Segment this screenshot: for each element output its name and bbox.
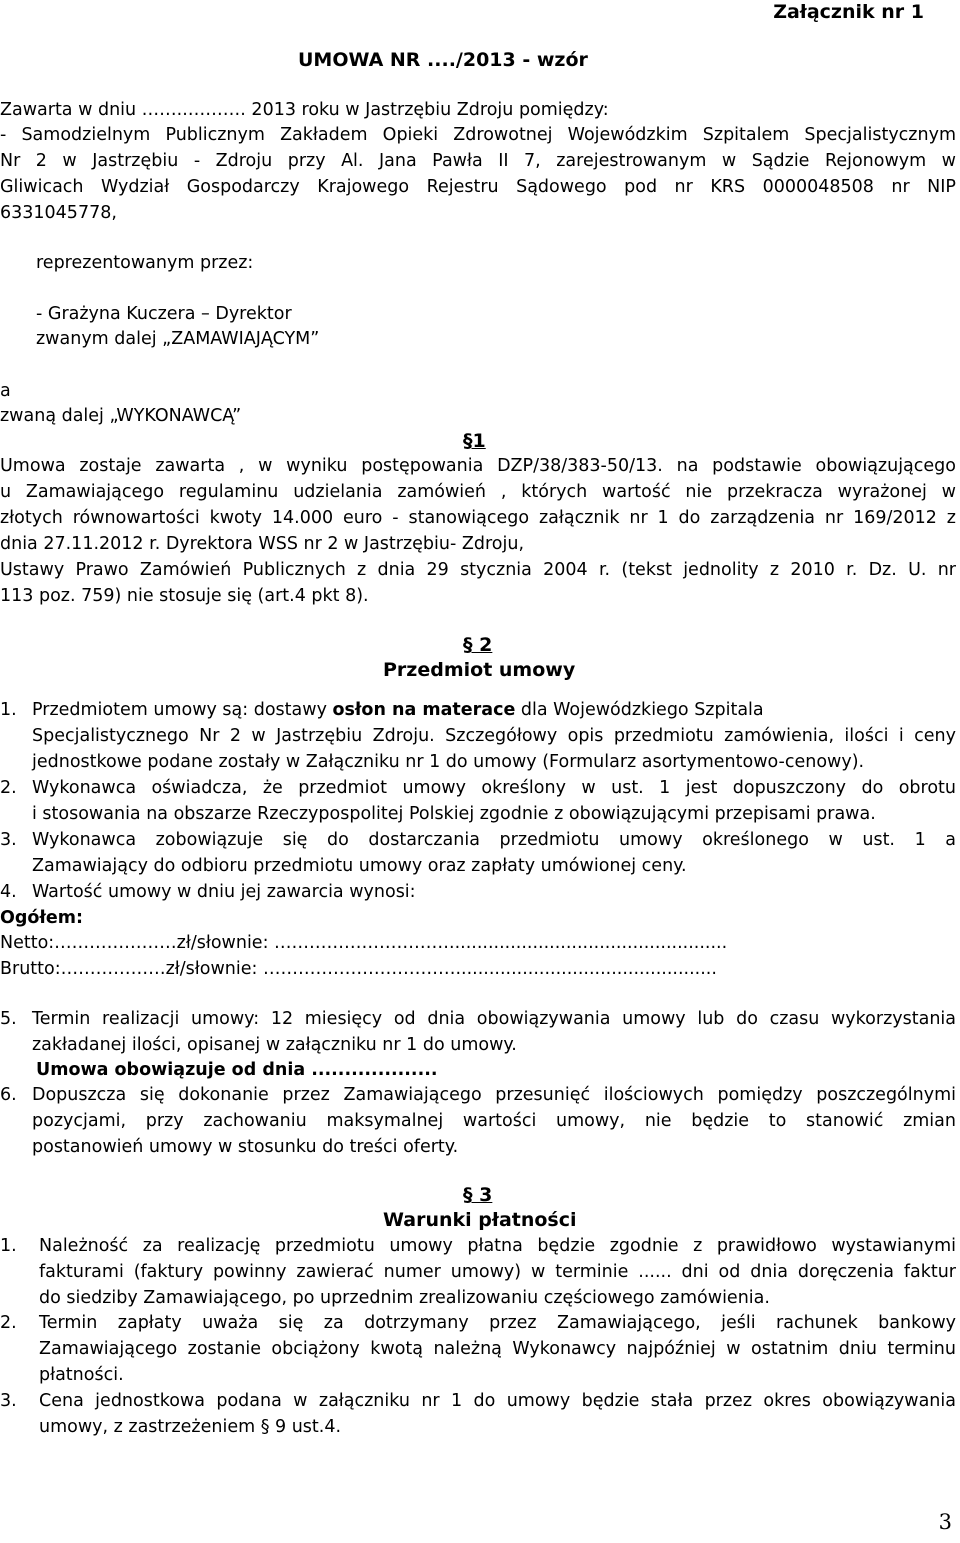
s3-p1-line-1: Należność za realizację przedmiotu umowy płatna będzie zgodnie z prawidłowo wystawianymi xyxy=(39,1236,956,1256)
s2-p3-line-1: Wykonawca zobowiązuje się do dostarczania przedmiotu umowy określonego w ust. 1 a xyxy=(32,830,956,850)
s3-p2-line-2: Zamawiającego zostanie obciążony kwotą należną Wykonawcy najpóźniej w ostatnim dniu terminu xyxy=(39,1339,956,1359)
section-1-mark: §1 xyxy=(463,430,486,452)
intro-line-3: Nr 2 w Jastrzębiu - Zdroju przy Al. Jana Pawła II 7, zarejestrowanym w Sądzie Rejonowym w xyxy=(0,151,956,171)
s1-line-1: Umowa zostaje zawarta , w wyniku postępowania DZP/38/383-50/13. na podstawie obowiązującego xyxy=(0,456,956,476)
contractor-designation: zwaną dalej „WYKONAWCĄ” xyxy=(0,406,242,426)
total-label: Ogółem: xyxy=(0,908,84,928)
contract-title: UMOWA NR ..../2013 - wzór xyxy=(298,49,588,71)
s1-line-4: dnia 27.11.2012 r. Dyrektora WSS nr 2 w Jastrzębiu- Zdroju, xyxy=(0,534,525,554)
s3-p1-number: 1. xyxy=(0,1236,17,1256)
s3-p3-number: 3. xyxy=(0,1391,17,1411)
s2-p4-number: 4. xyxy=(0,882,17,902)
intro-line-5: 6331045778, xyxy=(0,203,117,223)
director-line: - Grażyna Kuczera – Dyrektor xyxy=(36,304,292,324)
s1-line-6: 113 poz. 759) nie stosuje się (art.4 pkt 8). xyxy=(0,586,369,606)
s2-p5-number: 5. xyxy=(0,1009,17,1029)
net-value-line: Netto:…………………zł/słownie: ………………………….................................................. xyxy=(0,933,728,953)
s2-p1-number: 1. xyxy=(0,700,17,720)
s2-p1-line-3: jednostkowe podane zostały w Załączniku nr 1 do umowy (Formularz asortymentowo-cenowy). xyxy=(32,752,865,772)
s2-p5-line-2: zakładanej ilości, opisanej w załączniku nr 1 do umowy. xyxy=(32,1035,517,1055)
s3-p3-line-1: Cena jednostkowa podana w załączniku nr 1 do umowy będzie stała przez okres obowiązywania xyxy=(39,1391,956,1411)
gross-value-line: Brutto:………………zł/słownie: ……………………………............................................... xyxy=(0,959,717,979)
s2-p2-number: 2. xyxy=(0,778,17,798)
s2-p1-line-2: Specjalistycznego Nr 2 w Jastrzębiu Zdroju. Szczegółowy opis przedmiotu zamówienia, ilości i ceny xyxy=(32,726,956,746)
section-2-title: Przedmiot umowy xyxy=(383,659,576,681)
section-2-mark: § 2 xyxy=(463,634,493,656)
intro-line-2: - Samodzielnym Publicznym Zakładem Opieki Zdrowotnej Wojewódzkim Szpitalem Specjalistycznym xyxy=(0,125,956,145)
conjunction-a: a xyxy=(0,381,11,401)
s2-p5-line-1: Termin realizacji umowy: 12 miesięcy od dnia obowiązywania umowy lub do czasu wykorzystania xyxy=(32,1009,956,1029)
section-3-mark: § 3 xyxy=(463,1184,493,1206)
s2-p3-line-2: Zamawiający do odbioru przedmiotu umowy oraz zapłaty umówionej ceny. xyxy=(32,856,687,876)
s1-line-2: u Zamawiającego regulaminu udzielania zamówień , których wartość nie przekracza wyrażonej w xyxy=(0,482,956,502)
represented-label: reprezentowanym przez: xyxy=(36,253,254,273)
client-designation: zwanym dalej „ZAMAWIAJĄCYM” xyxy=(36,329,320,349)
s2-p6-number: 6. xyxy=(0,1085,17,1105)
subject-highlight: osłon na materace xyxy=(332,700,516,720)
s1-line-3: złotych równowartości kwoty 14.000 euro - stanowiącego załącznik nr 1 do zarządzenia nr 169/2012 z xyxy=(0,508,956,528)
s2-p6-line-3: postanowień umowy w stosunku do treści oferty. xyxy=(32,1137,459,1157)
s2-p6-line-1: Dopuszcza się dokonanie przez Zamawiającego przesunięć ilościowych pomiędzy poszczególnymi xyxy=(32,1085,956,1105)
page-number: 3 xyxy=(938,1510,952,1534)
intro-line-1: Zawarta w dniu ……..………. 2013 roku w Jastrzębiu Zdroju pomiędzy: xyxy=(0,100,609,120)
s3-p1-line-3: do siedziby Zamawiającego, po uprzednim zrealizowaniu częściowego zamówienia. xyxy=(39,1288,770,1308)
s3-p2-number: 2. xyxy=(0,1313,17,1333)
s2-p2-line-2: i stosowania na obszarze Rzeczypospolitej Polskiej zgodnie z obowiązującymi przepisami prawa. xyxy=(32,804,876,824)
section-3-title: Warunki płatności xyxy=(383,1209,577,1231)
contract-start-line: Umowa obowiązuje od dnia ................... xyxy=(36,1060,438,1080)
s2-p2-line-1: Wykonawca oświadcza, że przedmiot umowy określony w ust. 1 jest dopuszczony do obrotu xyxy=(32,778,956,798)
s3-p3-line-2: umowy, z zastrzeżeniem § 9 ust.4. xyxy=(39,1417,342,1437)
s3-p1-line-2: fakturami (faktury powinny zawierać numer umowy) w terminie ...... dni od dnia doręczenia faktur xyxy=(39,1262,956,1282)
s2-p1-line-1: Przedmiotem umowy są: dostawy osłon na materace dla Wojewódzkiego Szpitala xyxy=(32,700,764,720)
s3-p2-line-3: płatności. xyxy=(39,1365,124,1385)
s2-p6-line-2: pozycjami, przy zachowaniu maksymalnej wartości umowy, nie będzie to stanowić zmian xyxy=(32,1111,956,1131)
s1-line-5: Ustawy Prawo Zamówień Publicznych z dnia 29 stycznia 2004 r. (tekst jednolity z 2010 r. Dz. U. nr xyxy=(0,560,956,580)
s3-p2-line-1: Termin zapłaty uważa się za dotrzymany przez Zamawiającego, jeśli rachunek bankowy xyxy=(39,1313,956,1333)
s2-p3-number: 3. xyxy=(0,830,17,850)
intro-line-4: Gliwicach Wydział Gospodarczy Krajowego Rejestru Sądowego pod nr KRS 0000048508 nr NIP xyxy=(0,177,956,197)
attachment-label: Załącznik nr 1 xyxy=(773,1,924,23)
s2-p4-line-1: Wartość umowy w dniu jej zawarcia wynosi: xyxy=(32,882,416,902)
